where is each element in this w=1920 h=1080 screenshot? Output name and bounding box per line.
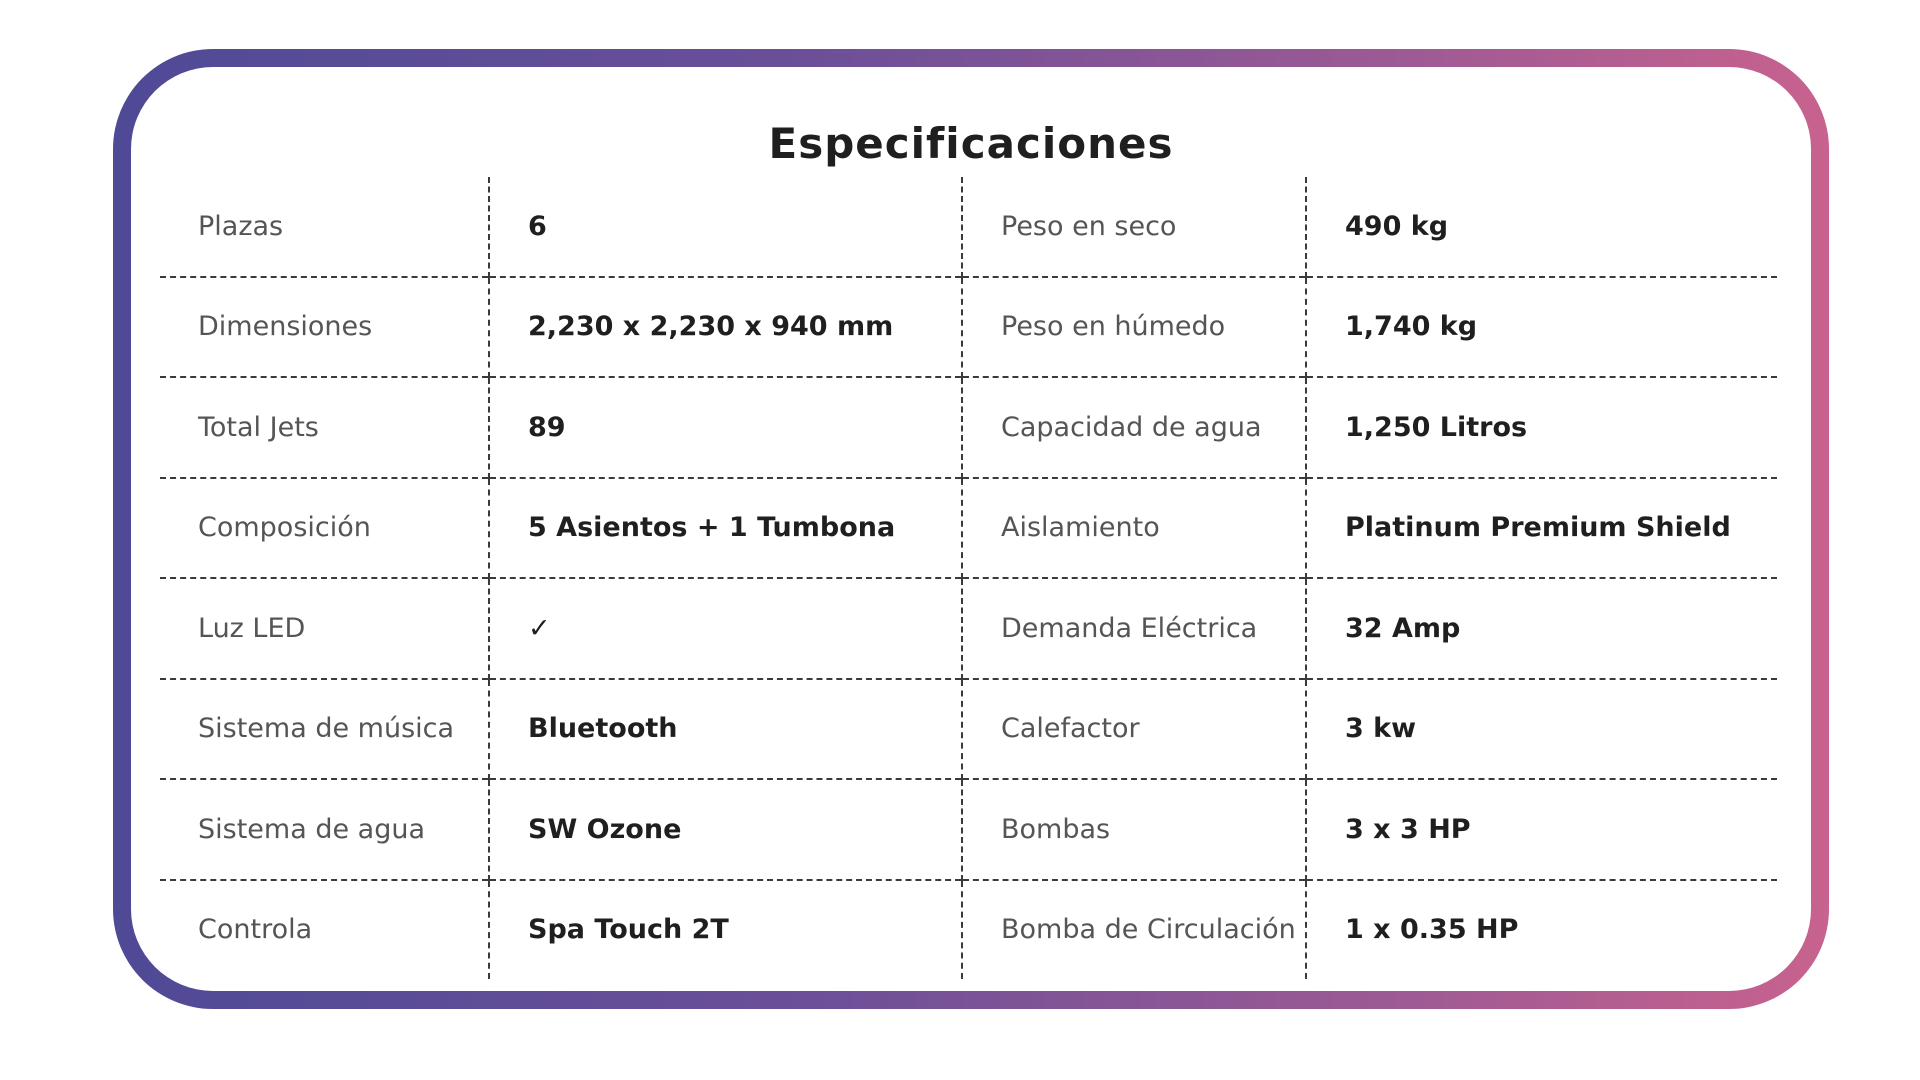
spec-value-bombas: 3 x 3 HP — [1306, 779, 1777, 880]
spec-label-sistema-agua: Sistema de agua — [160, 779, 489, 880]
spec-label-composicion: Composición — [160, 478, 489, 579]
spec-label-aislamiento: Aislamiento — [962, 478, 1306, 579]
spec-value-sistema-musica: Bluetooth — [489, 679, 962, 780]
spec-value-total-jets: 89 — [489, 377, 962, 478]
spec-value-capacidad-agua: 1,250 Litros — [1306, 377, 1777, 478]
spec-row — [160, 478, 1777, 579]
spec-label-peso-humedo: Peso en húmedo — [962, 277, 1306, 378]
spec-label-dimensiones: Dimensiones — [160, 277, 489, 378]
spec-value-demanda-electrica: 32 Amp — [1306, 578, 1777, 679]
spec-value-calefactor: 3 kw — [1306, 679, 1777, 780]
spec-row — [160, 277, 1777, 378]
spec-row — [160, 880, 1777, 980]
spec-value-sistema-agua: SW Ozone — [489, 779, 962, 880]
spec-label-demanda-electrica: Demanda Eléctrica — [962, 578, 1306, 679]
spec-label-total-jets: Total Jets — [160, 377, 489, 478]
spec-label-calefactor: Calefactor — [962, 679, 1306, 780]
spec-row — [160, 578, 1777, 679]
spec-label-controla: Controla — [160, 880, 489, 980]
spec-label-bombas: Bombas — [962, 779, 1306, 880]
spec-value-composicion: 5 Asientos + 1 Tumbona — [489, 478, 962, 579]
spec-value-aislamiento: Platinum Premium Shield — [1306, 478, 1777, 579]
spec-label-sistema-musica: Sistema de música — [160, 679, 489, 780]
spec-row — [160, 679, 1777, 780]
spec-table — [160, 177, 1777, 979]
spec-label-luz-led: Luz LED — [160, 578, 489, 679]
spec-label-plazas: Plazas — [198, 210, 284, 242]
spec-row — [160, 779, 1777, 880]
spec-value-dimensiones: 2,230 x 2,230 x 940 mm — [489, 277, 962, 378]
spec-row — [160, 177, 1777, 277]
spec-title: Especificaciones — [768, 119, 1174, 168]
spec-row — [160, 377, 1777, 478]
spec-label-peso-seco: Peso en seco — [962, 177, 1306, 277]
spec-card — [131, 67, 1811, 991]
spec-value-peso-seco: 490 kg — [1306, 177, 1777, 277]
spec-label-capacidad-agua: Capacidad de agua — [962, 377, 1306, 478]
spec-value-controla: Spa Touch 2T — [489, 880, 962, 980]
spec-value-peso-humedo: 1,740 kg — [1306, 277, 1777, 378]
spec-label-bomba-circulacion: Bomba de Circulación — [962, 880, 1306, 980]
check-icon: ✓ — [489, 578, 962, 679]
spec-card-frame — [113, 49, 1829, 1009]
spec-value-bomba-circulacion: 1 x 0.35 HP — [1306, 880, 1777, 980]
spec-value-plazas: 6 — [489, 177, 962, 277]
